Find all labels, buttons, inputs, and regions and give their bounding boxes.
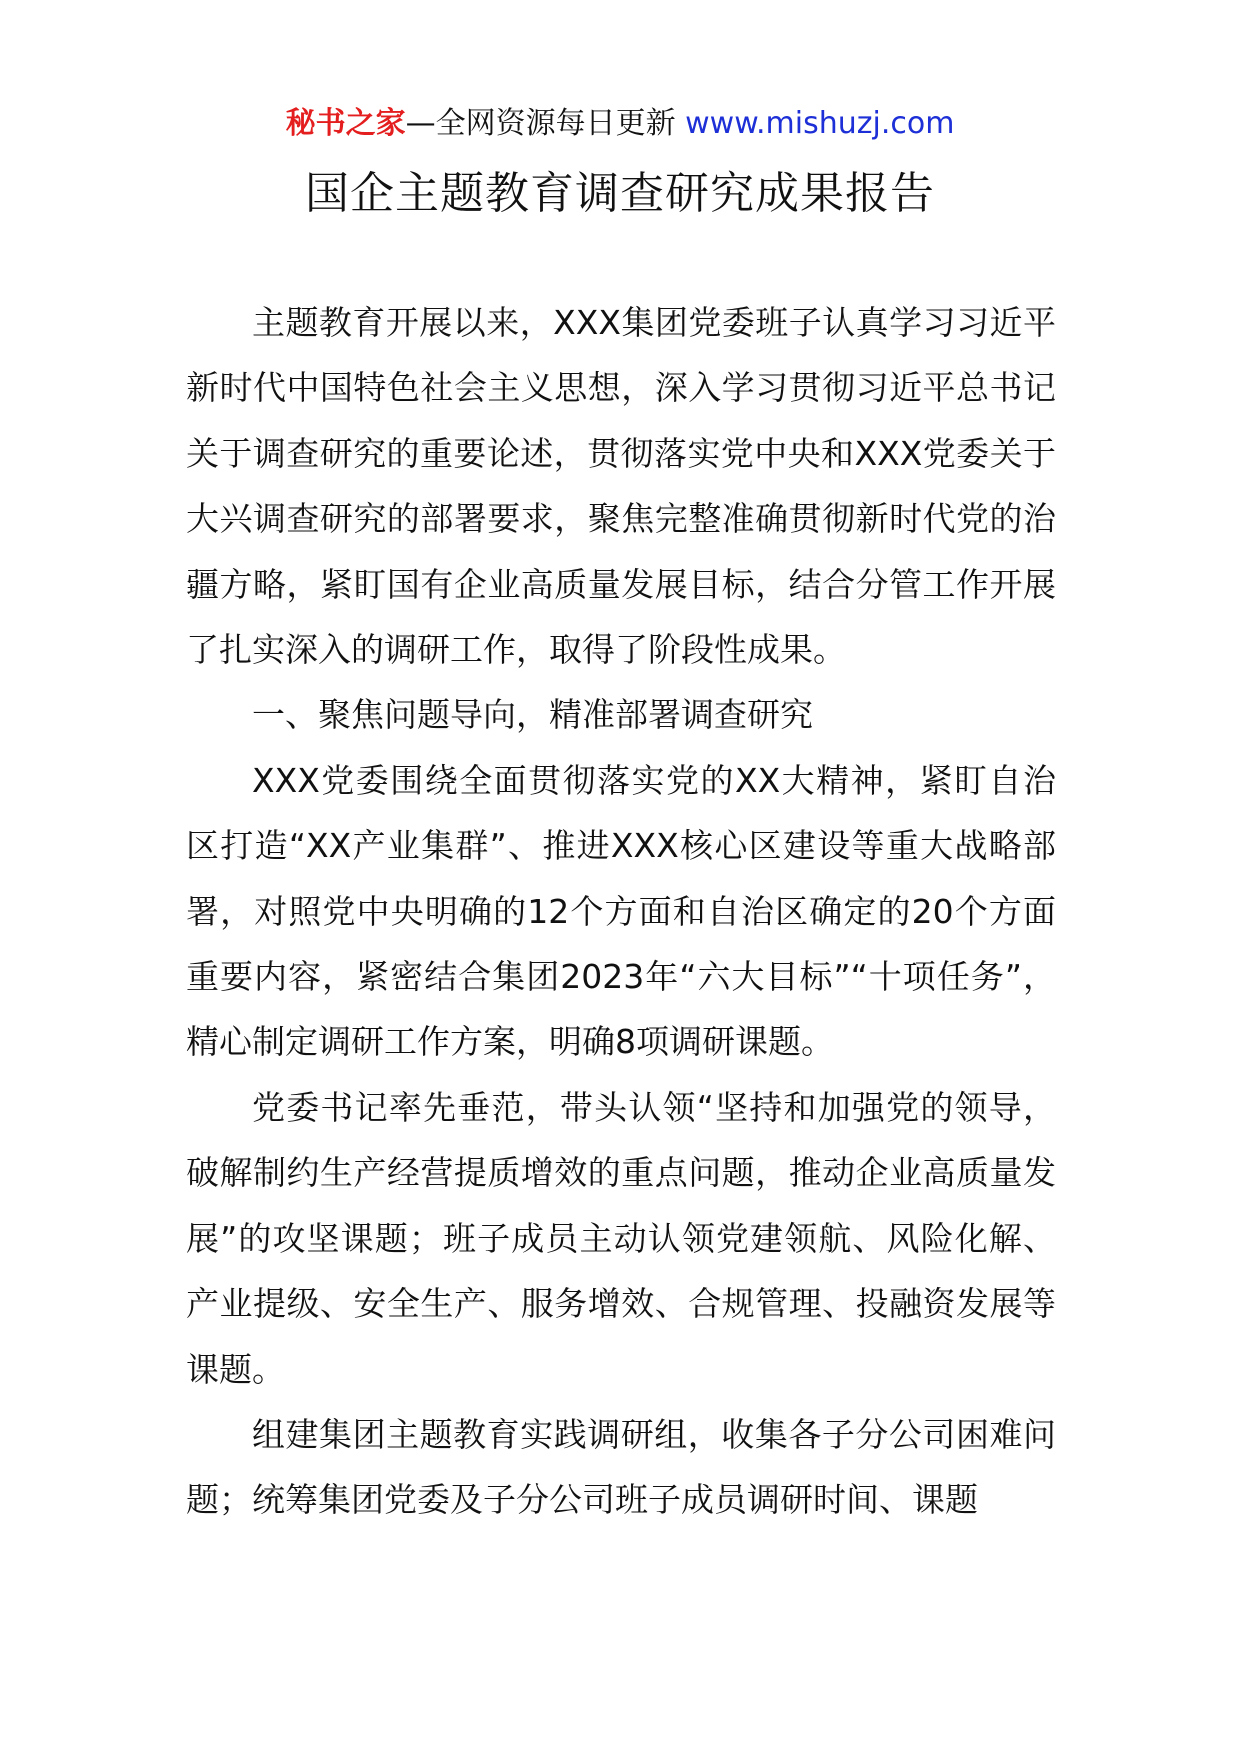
site-url-link[interactable]: www.mishuzj.com (685, 106, 955, 141)
document-title: 国企主题教育调查研究成果报告 (305, 168, 935, 219)
watermark-header (0, 104, 1240, 144)
document-body (186, 290, 1056, 1533)
brand-name: 秘书之家 (285, 106, 406, 141)
section-heading-1: 一、聚焦问题导向，精准部署调查研究 (252, 695, 813, 735)
paragraph-research-group: 组建集团主题教育实践调研组，收集各子分公司困难问题；统筹集团党委及子分公司班子成员调研时间、课题 (186, 1414, 1056, 1520)
paragraph-deployment: XXX党委围绕全面贯彻落实党的XX大精神，紧盯自治区打造“XX产业集群”、推进XXX核心区建设等重大战略部署，对照党中央明确的12个方面和自治区确定的20个方面重要内容，紧密结合集团2023年“六大目标”“十项任务”，精心制定调研工作方案，明确8项调研课题。 (186, 760, 1056, 1062)
header-slogan: —全网资源每日更新 (405, 106, 676, 141)
paragraph-leadership: 党委书记率先垂范，带头认领“坚持和加强党的领导，破解制约生产经营提质增效的重点问题，推动企业高质量发展”的攻坚课题；班子成员主动认领党建领航、风险化解、产业提级、安全生产、服务增效、合规管理、投融资发展等课题。 (186, 1087, 1056, 1389)
paragraph-intro: 主题教育开展以来，XXX集团党委班子认真学习习近平新时代中国特色社会主义思想，深入学习贯彻习近平总书记关于调查研究的重要论述，贯彻落实党中央和XXX党委关于大兴调查研究的部署要求，聚焦完整准确贯彻新时代党的治疆方略，紧盯国有企业高质量发展目标，结合分管工作开展了扎实深入的调研工作，取得了阶段性成果。 (186, 303, 1056, 670)
